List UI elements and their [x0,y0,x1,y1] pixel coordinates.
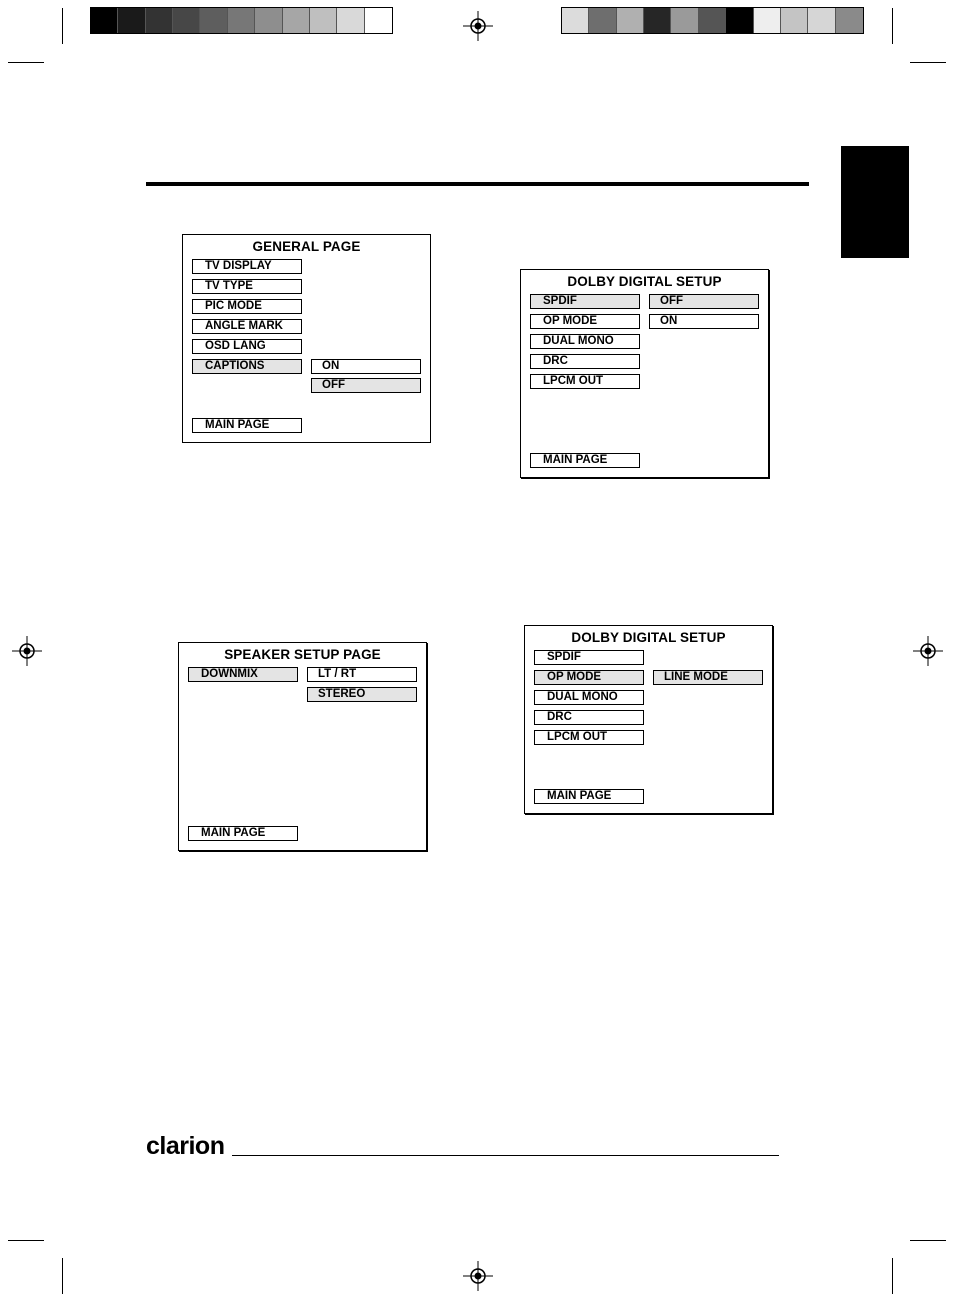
section-tab [841,146,909,258]
panel-title: GENERAL PAGE [252,239,361,254]
registration-mark-icon [913,636,943,666]
brand-logo: clarion [146,1132,225,1160]
option-off[interactable]: OFF [311,378,421,393]
color-swatch [310,8,337,33]
menu-item-dual-mono[interactable]: DUAL MONO [530,334,640,349]
menu-item-lpcm-out[interactable]: LPCM OUT [530,374,640,389]
panel-title: SPEAKER SETUP PAGE [224,647,381,662]
registration-mark-icon [12,636,42,666]
crop-mark [892,8,893,44]
option-line-mode[interactable]: LINE MODE [653,670,763,685]
color-swatch [589,8,616,33]
menu-item-angle-mark[interactable]: ANGLE MARK [192,319,302,334]
panel-title: DOLBY DIGITAL SETUP [567,274,722,289]
header-rule [146,182,809,186]
color-swatch [365,8,392,33]
color-calibration-bar-right [561,7,864,34]
color-swatch [617,8,644,33]
option-stereo[interactable]: STEREO [307,687,417,702]
menu-item-spdif[interactable]: SPDIF [530,294,640,309]
option-lt-rt[interactable]: LT / RT [307,667,417,682]
dolby-digital-setup-panel [520,269,769,478]
menu-item-tv-display[interactable]: TV DISPLAY [192,259,302,274]
dolby-digital-setup-panel [524,625,773,814]
color-swatch [644,8,671,33]
color-swatch [173,8,200,33]
speaker-setup-page-panel [178,642,427,851]
color-swatch [283,8,310,33]
color-swatch [726,8,753,33]
registration-mark-icon [463,1261,493,1291]
color-calibration-bar-left [90,7,393,34]
main-page-button[interactable]: MAIN PAGE [188,826,298,841]
general-page-panel [182,234,431,443]
color-swatch [562,8,589,33]
crop-mark [62,8,63,44]
color-swatch [200,8,227,33]
menu-item-pic-mode[interactable]: PIC MODE [192,299,302,314]
option-on[interactable]: ON [649,314,759,329]
color-swatch [808,8,835,33]
crop-mark [62,1258,63,1294]
color-swatch [228,8,255,33]
color-swatch [337,8,364,33]
main-page-button[interactable]: MAIN PAGE [530,453,640,468]
menu-item-osd-lang[interactable]: OSD LANG [192,339,302,354]
menu-item-drc[interactable]: DRC [530,354,640,369]
registration-mark-icon [463,11,493,41]
crop-mark [910,1240,946,1241]
color-swatch [781,8,808,33]
footer-rule [232,1155,779,1156]
menu-item-downmix[interactable]: DOWNMIX [188,667,298,682]
main-page-button[interactable]: MAIN PAGE [534,789,644,804]
color-swatch [255,8,282,33]
menu-item-drc[interactable]: DRC [534,710,644,725]
crop-mark [8,62,44,63]
color-swatch [118,8,145,33]
menu-item-op-mode[interactable]: OP MODE [534,670,644,685]
color-swatch [146,8,173,33]
menu-item-lpcm-out[interactable]: LPCM OUT [534,730,644,745]
option-on[interactable]: ON [311,359,421,374]
menu-item-spdif[interactable]: SPDIF [534,650,644,665]
crop-mark [8,1240,44,1241]
color-swatch [671,8,698,33]
color-swatch [699,8,726,33]
crop-mark [892,1258,893,1294]
menu-item-dual-mono[interactable]: DUAL MONO [534,690,644,705]
main-page-button[interactable]: MAIN PAGE [192,418,302,433]
panel-title: DOLBY DIGITAL SETUP [571,630,726,645]
color-swatch [754,8,781,33]
menu-item-op-mode[interactable]: OP MODE [530,314,640,329]
color-swatch [91,8,118,33]
menu-item-captions[interactable]: CAPTIONS [192,359,302,374]
crop-mark [910,62,946,63]
menu-item-tv-type[interactable]: TV TYPE [192,279,302,294]
color-swatch [836,8,863,33]
option-off[interactable]: OFF [649,294,759,309]
